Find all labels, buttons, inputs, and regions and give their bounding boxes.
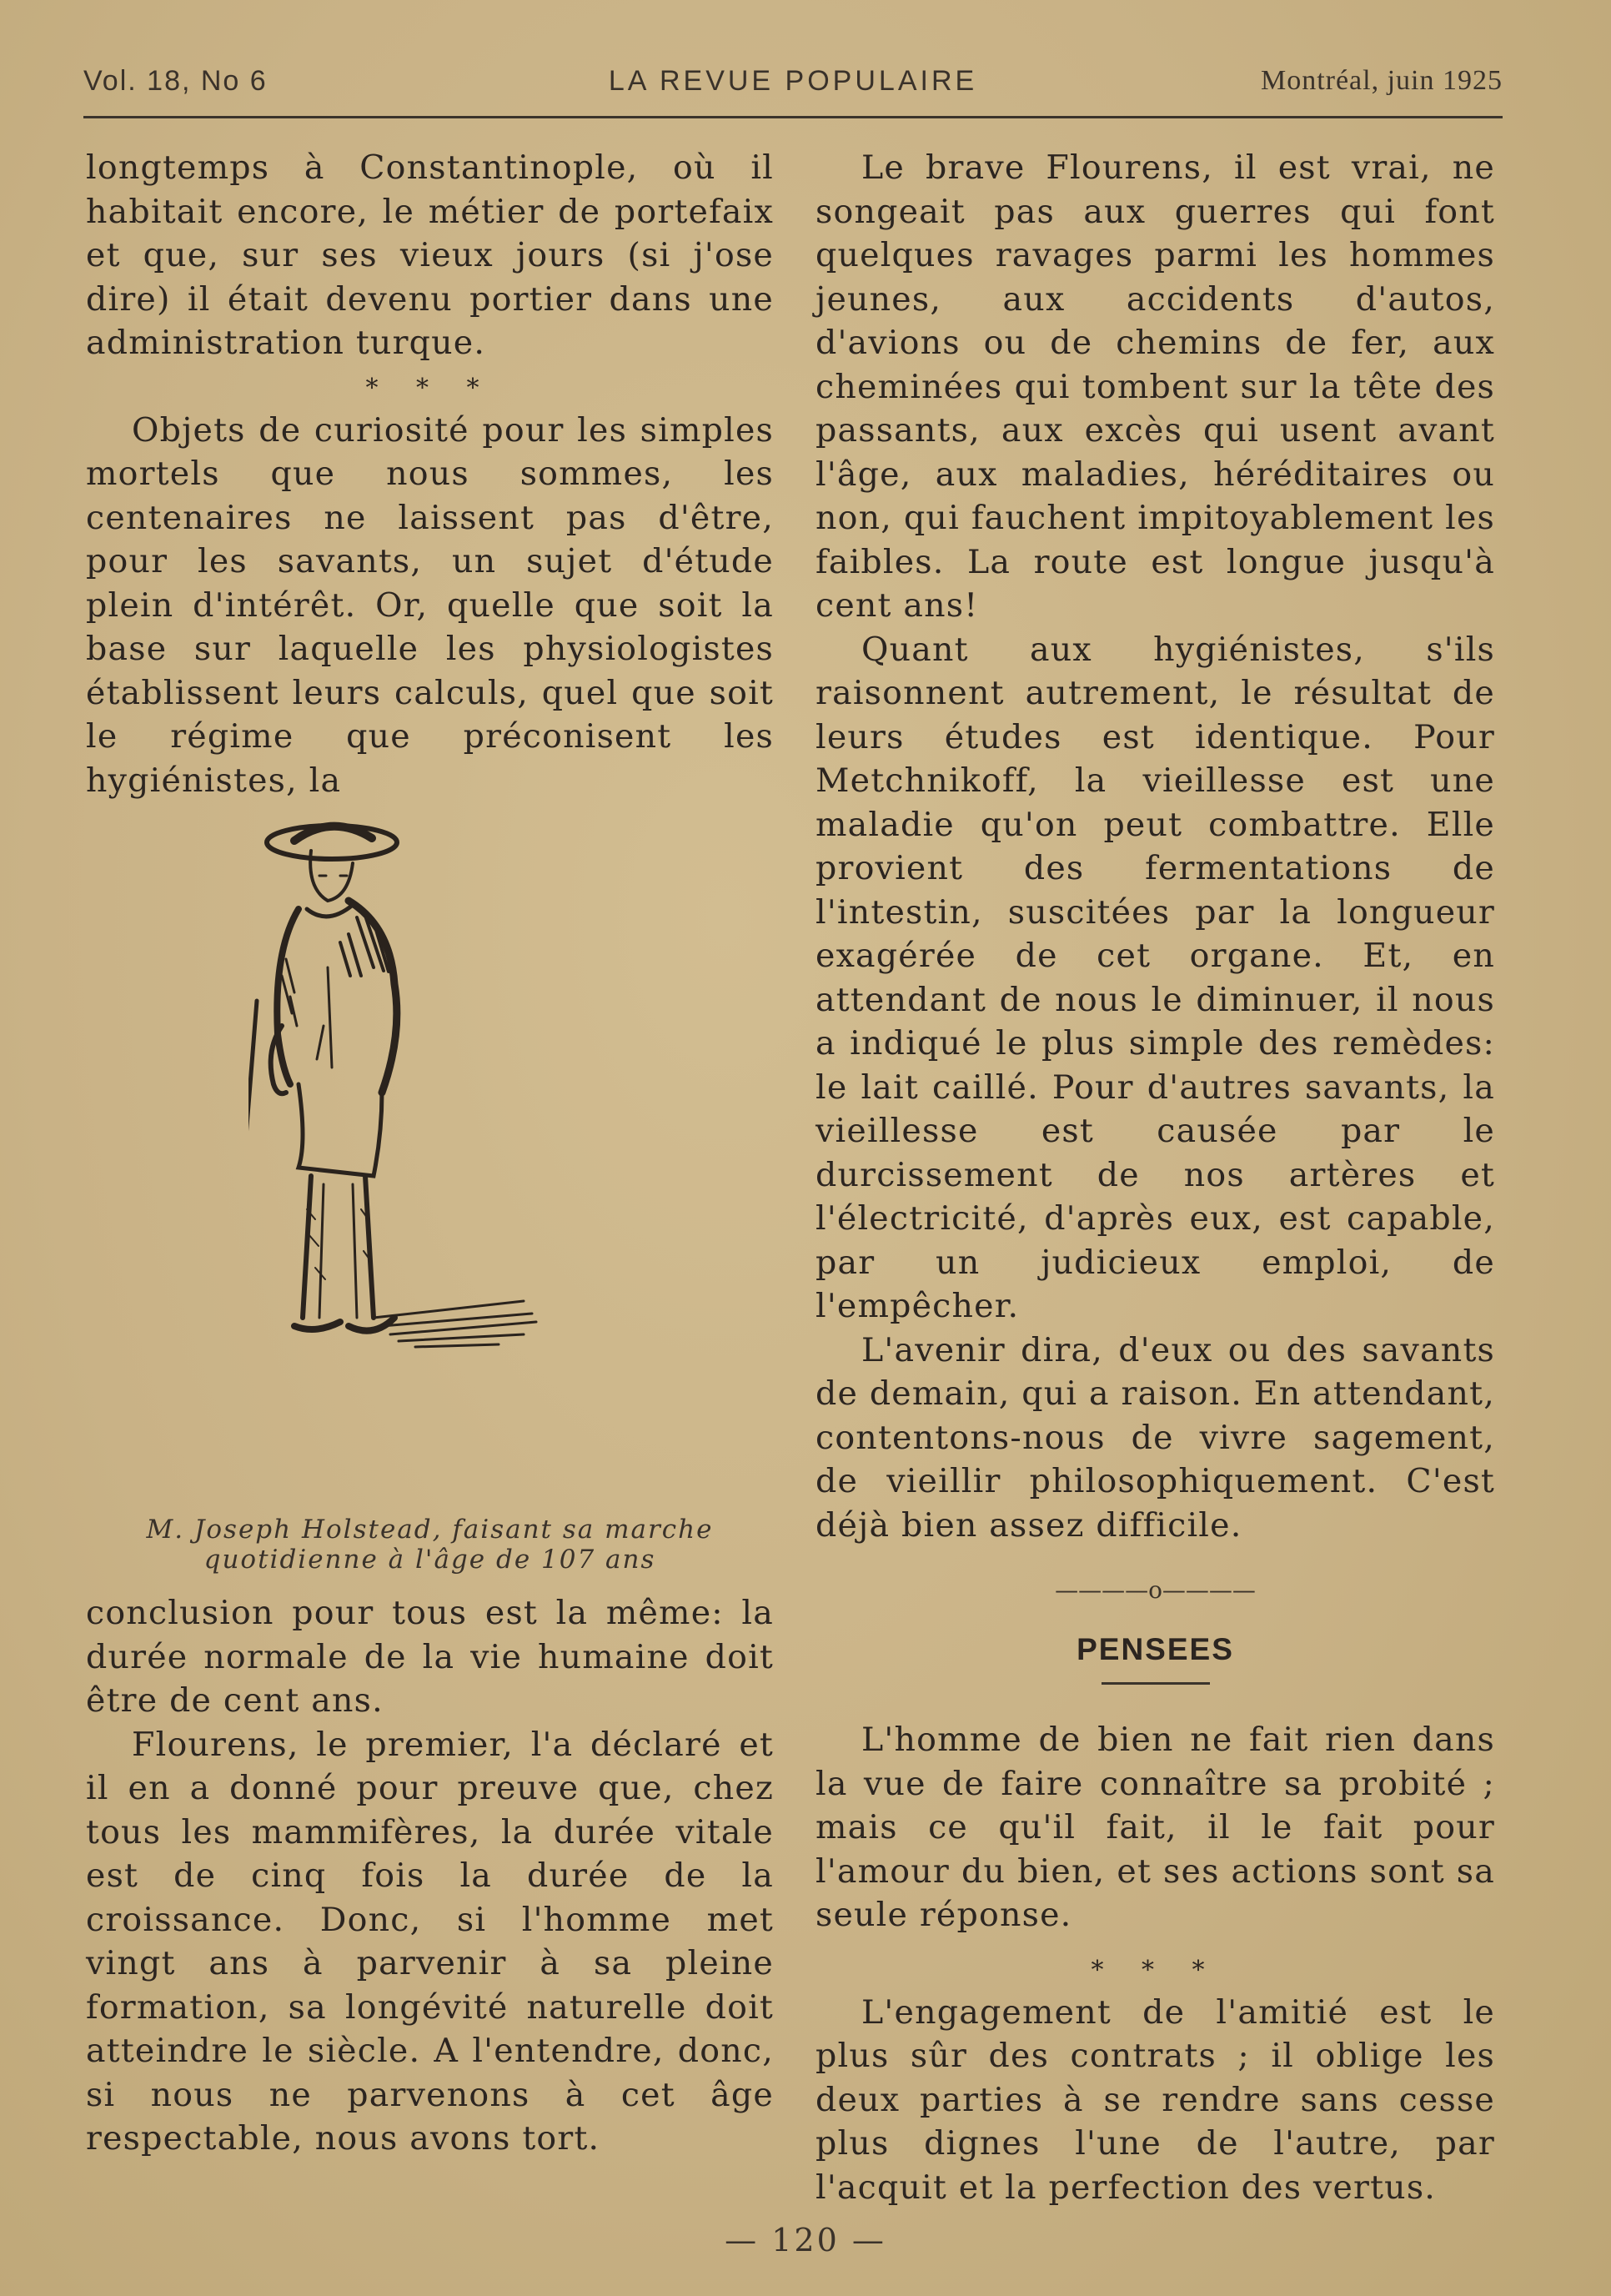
section-divider: ————o————: [1055, 1576, 1256, 1604]
right-paragraph-3: L'avenir dira, d'eux ou des savants de demain, qui a raison. En attendant, contentons-nous de vivre sagement, de vieillir philosophiquement. C'est déjà bien assez difficile.: [816, 1330, 1496, 1545]
section-title-pensees: PENSEES: [1077, 1632, 1234, 1666]
left-paragraph-3: conclusion pour tous est la même: la durée normale de la vie humaine doit être de cent ans.: [86, 1594, 774, 1720]
running-header: [83, 65, 1503, 107]
header-rule: [83, 116, 1503, 118]
sketch-figure: [248, 817, 565, 1510]
header-place-date: Montréal, juin 1925: [1260, 65, 1503, 96]
left-paragraph-2: Objets de curiosité pour les simples mortels que nous sommes, les centenaires ne laissent pas d'être, pour les savants, un sujet d'étude plein d'intérêt. Or, quelle que soit la base sur laquelle les physiologistes établissent leurs calculs, quel que soit le régime que préconisent les hygiénistes, la: [86, 410, 774, 800]
left-paragraph-4: Flourens, le premier, l'a déclaré et il en a donné pour preuve que, chez tous les mammifères, la durée vitale est de cinq fois la durée de la croissance. Donc, si l'homme met vingt ans à parvenir à sa pleine formation, sa longévité naturelle doit atteindre le siècle. A l'entendre, donc, si nous ne parvenons à cet âge respectable, nous avons tort.: [86, 1725, 774, 2158]
section-title-rule: [1102, 1682, 1210, 1685]
section-separator: * * *: [365, 373, 494, 403]
left-column: [86, 146, 774, 2161]
header-volume: Vol. 18, No 6: [83, 65, 268, 97]
header-magazine-title: LA REVUE POPULAIRE: [608, 65, 978, 97]
right-column: [816, 146, 1495, 2209]
thought-separator: * * *: [1091, 1955, 1220, 1985]
page-number: — 120 —: [725, 2222, 886, 2258]
left-paragraph-1: longtemps à Constantinople, où il habitait encore, le métier de portefaix et que, sur ses vieux jours (si j'ose dire) il était devenu portier dans une administration turque.: [86, 148, 774, 362]
right-paragraph-1: Le brave Flourens, il est vrai, ne songeait pas aux guerres qui font quelques ravages parmi les hommes jeunes, aux accidents d'autos, d'avions ou de chemins de fer, aux cheminées qui tombent sur la tête des passants, aux excès qui usent avant l'âge, aux maladies, héréditaires ou non, qui fauchent impitoyablement les faibles. La route est longue jusqu'à cent ans!: [816, 148, 1495, 625]
thought-1: L'homme de bien ne fait rien dans la vue de faire connaître sa probité ; mais ce qu'il fait, il le fait pour l'amour du bien, et ses actions sont sa seule réponse.: [816, 1721, 1495, 1934]
figure-caption: M. Joseph Holstead, faisant sa marche quotidienne à l'âge de 107 ans: [146, 1515, 714, 1575]
illustration-old-man-walking: [86, 817, 774, 1510]
right-paragraph-2: Quant aux hygiénistes, s'ils raisonnent autrement, le résultat de leurs études est identique. Pour Metchnikoff, la vieillesse est une maladie qu'on peut combattre. Elle provient des fermentations de l'intestin, suscitées par la longueur exagérée de cet organe. Et, en attendant de nous le diminuer, il nous a indiqué le plus simple des remèdes: le lait caillé. Pour d'autres savants, la vieillesse est causée par le durcissement de nos artères et l'électricité, d'après eux, est capable, par un judicieux emploi, de l'empêcher.: [816, 630, 1495, 1325]
thought-2: L'engagement de l'amitié est le plus sûr des contrats ; il oblige les deux parties à se rendre sans cesse plus dignes l'une de l'autre, par l'acquit et la perfection des vertus.: [816, 1992, 1495, 2207]
